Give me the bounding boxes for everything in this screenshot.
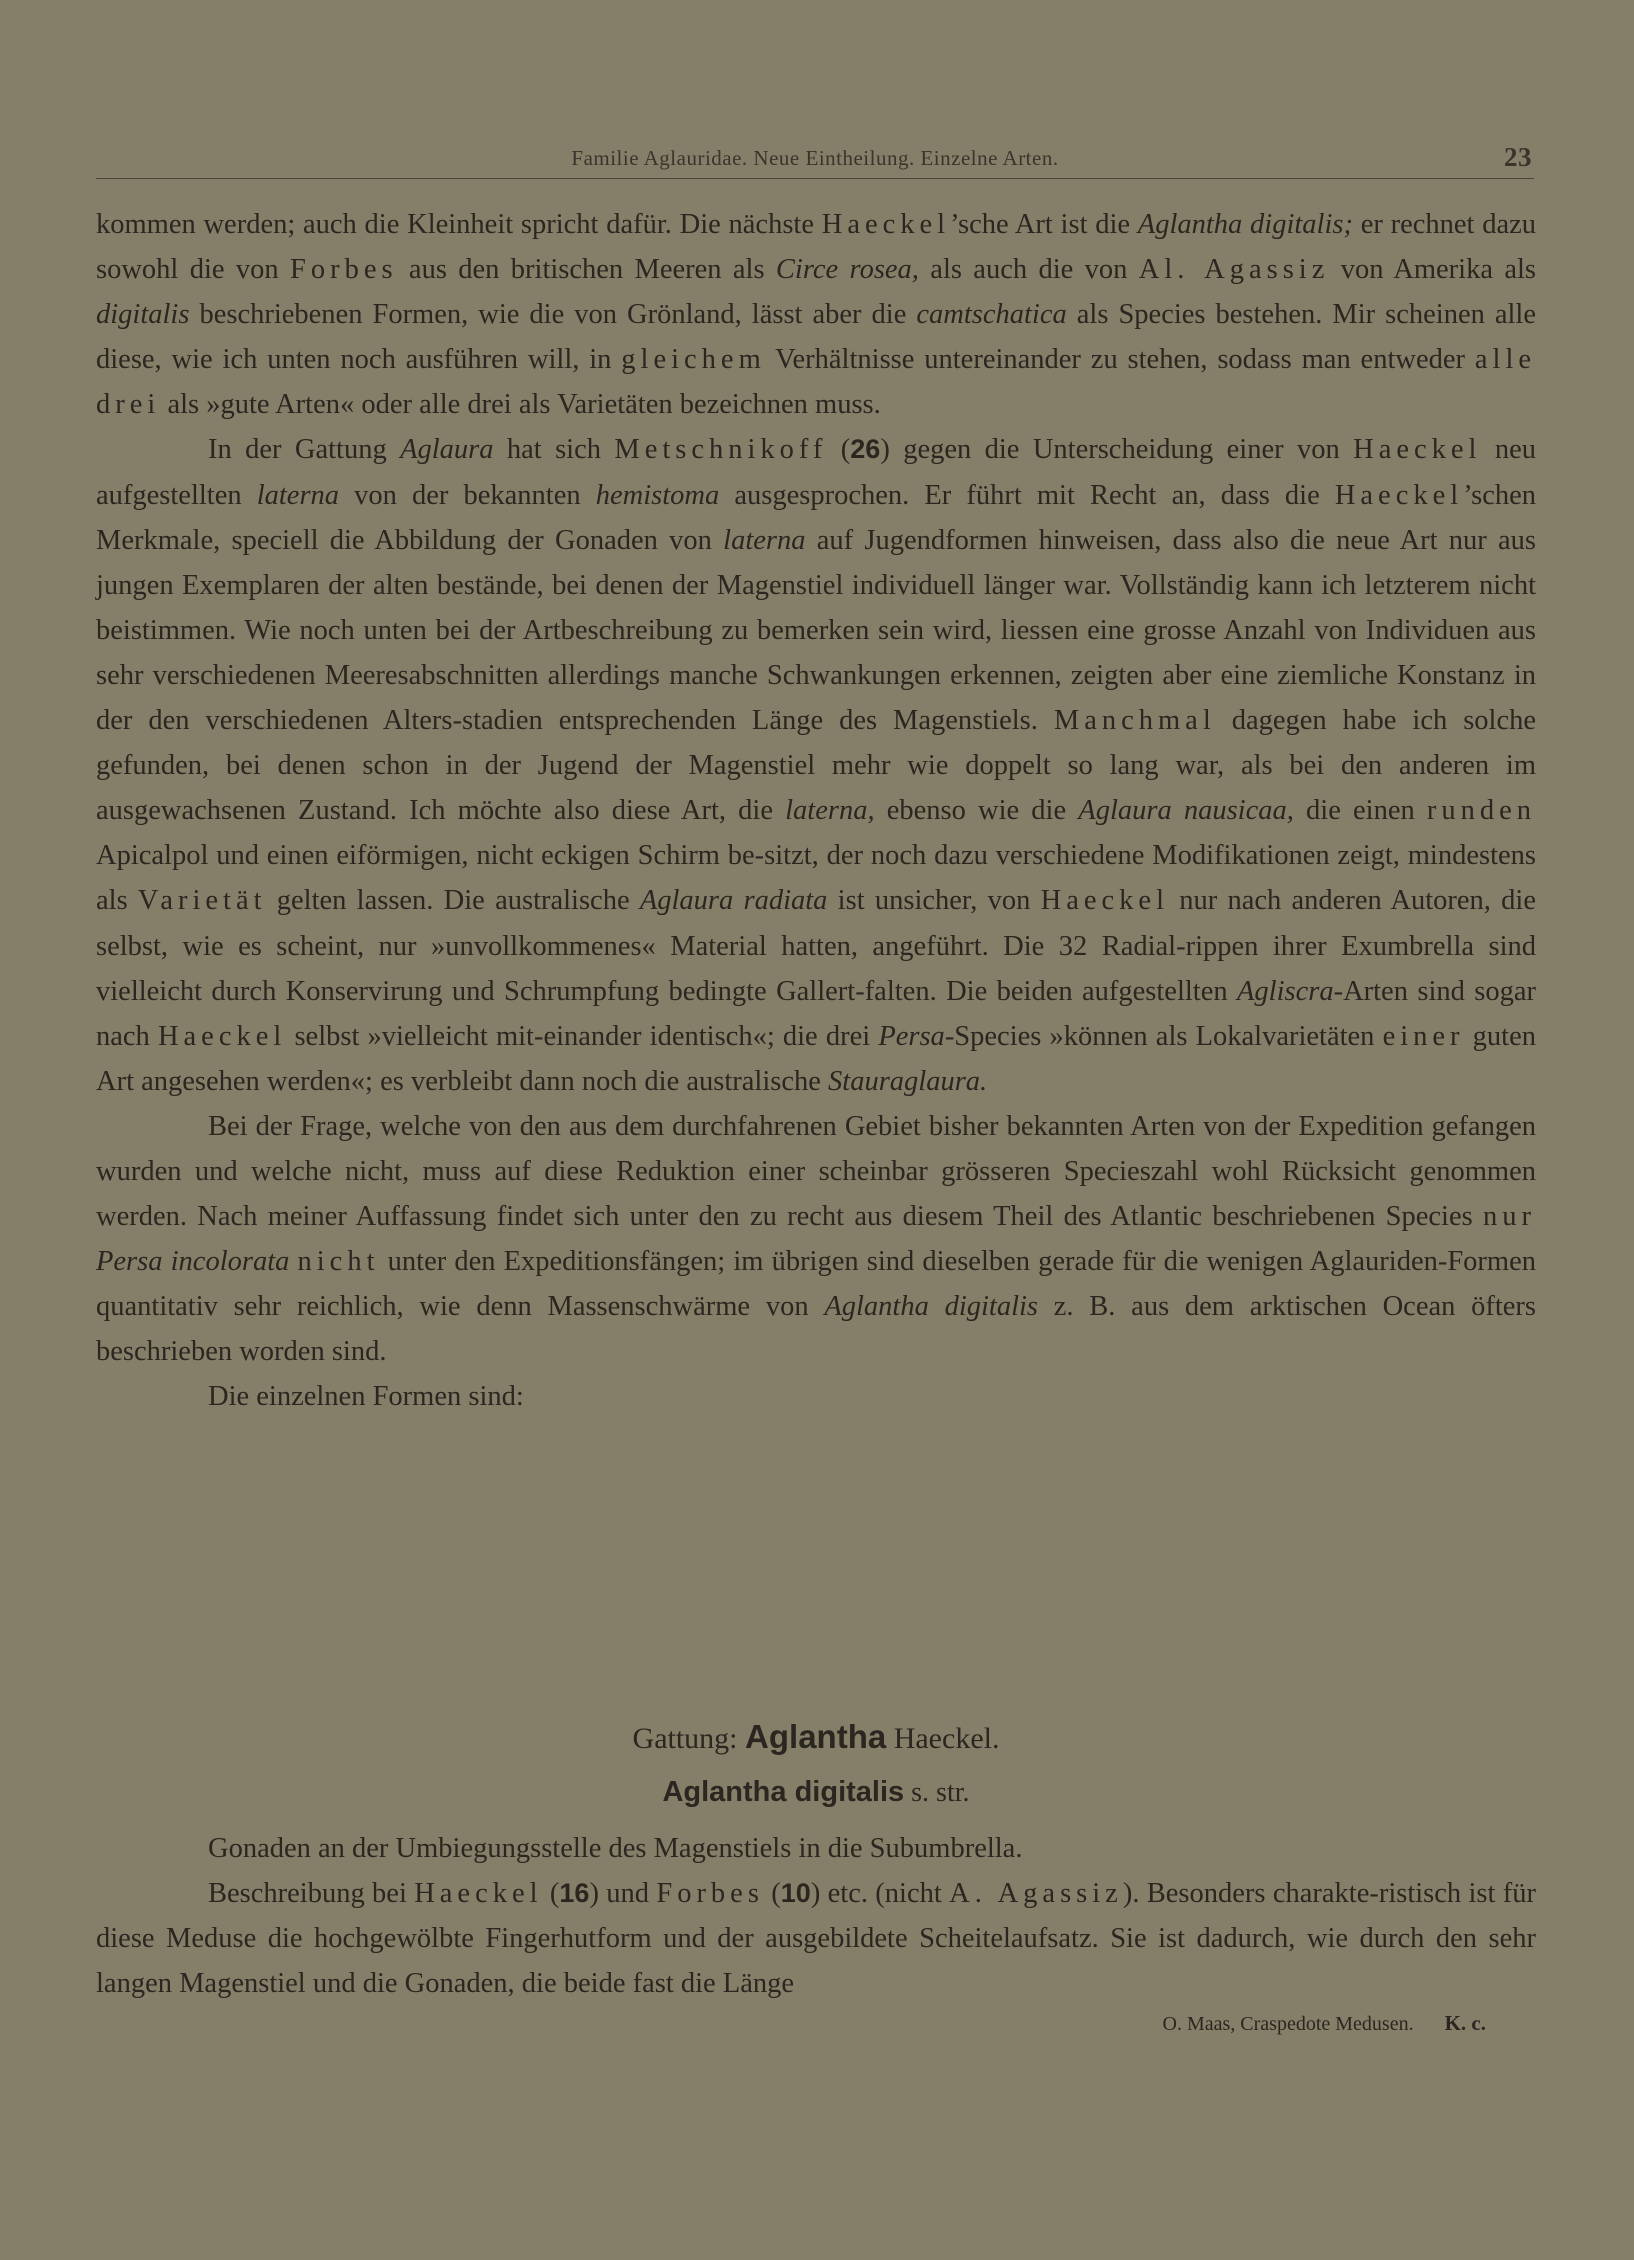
spaced-name: Haeckel bbox=[1334, 479, 1464, 511]
text-run: ’schen Merkmale, speciell die Abbildung der Gonaden von bbox=[96, 479, 1536, 556]
text-run: neu aufgestellten bbox=[96, 434, 1536, 511]
text-run: gelten lassen. Die australische bbox=[266, 885, 640, 917]
text-run: beschriebenen Formen, wie die von Grönland, lässt aber die bbox=[189, 299, 917, 331]
spaced-name: Haeckel bbox=[1040, 885, 1169, 917]
italic-term: Stauraglaura. bbox=[828, 1065, 988, 1097]
body-text bbox=[96, 202, 1536, 1420]
paragraph bbox=[96, 1374, 1536, 1419]
text-run: von der bekannten bbox=[339, 479, 596, 511]
description-paragraph bbox=[96, 1826, 1536, 1871]
species-description bbox=[96, 1826, 1536, 2006]
italic-term: Aglantha digitalis bbox=[824, 1291, 1039, 1323]
italic-term: Aglaura radiata bbox=[639, 885, 828, 917]
italic-term: camtschatica bbox=[916, 299, 1067, 331]
text-run: hat sich bbox=[493, 434, 615, 466]
spaced-name: Al. Agassiz bbox=[1138, 254, 1330, 286]
text-run: ’sche Art ist die bbox=[950, 209, 1138, 240]
spaced-name: Manchmal bbox=[1053, 705, 1216, 737]
text-run: auf Jugendformen hinweisen, dass also die neue Art nur aus jungen Exemplaren der alten bestände, bei denen der Magenstiel individuell länger war. Vollständig kann ich letzterem nicht beistimmen. Wie noch unten bei der Artbeschreibung zu bemerken sein wird, liessen eine grosse Anzahl von Individuen aus sehr verschiedenen Meeresabschnitten allerdings manche Schwankungen erkennen, zeigten aber eine ziemliche Konstanz in der den verschiedenen Alters-stadien entsprechenden Länge des Magenstiels. bbox=[96, 524, 1536, 737]
spaced-name: Haeckel bbox=[414, 1878, 543, 1909]
text-run: ) und bbox=[589, 1878, 657, 1909]
text-run: kommen werden; auch die Kleinheit spricht dafür. Die nächste bbox=[96, 209, 822, 240]
text-run: Beschreibung bei bbox=[208, 1878, 415, 1909]
spaced-name: Haeckel bbox=[157, 1020, 287, 1052]
italic-term: Circe rosea, bbox=[775, 254, 919, 286]
paragraph bbox=[96, 202, 1536, 427]
italic-term: Persa bbox=[878, 1020, 945, 1052]
text-run: nur nach anderen Autoren, die selbst, wie es scheint, nur »unvollkommenes« Material hatten, angeführt. Die 32 Radial-rippen ihrer Exumbrella sind vielleicht durch Konservirung und Schrumpfung bedingte Gallert-falten. Die beiden aufgestellten bbox=[96, 885, 1536, 1007]
signature-mark: K. c. bbox=[1444, 2011, 1486, 2035]
text-run: als Species bestehen. Mir scheinen alle diese, wie ich unten noch ausführen will, in bbox=[96, 299, 1536, 376]
text-run: guten Art angesehen werden«; es verbleibt dann noch die australische bbox=[96, 1020, 1536, 1097]
italic-term: Agliscra bbox=[1237, 975, 1334, 1007]
genus-author: Haeckel. bbox=[893, 1722, 1000, 1755]
header-rule bbox=[96, 178, 1534, 179]
text-run bbox=[289, 1246, 297, 1277]
footer-author: O. Maas, Craspedote Medusen. bbox=[1162, 2013, 1414, 2035]
spaced-name: A. Agassiz bbox=[949, 1878, 1123, 1909]
spaced-name: Forbes bbox=[289, 254, 398, 286]
italic-term: laterna, bbox=[785, 795, 875, 827]
text-run: ( bbox=[763, 1878, 781, 1909]
genus-heading bbox=[96, 1718, 1536, 1756]
description-paragraph bbox=[96, 1871, 1536, 2006]
species-name: Aglantha digitalis bbox=[662, 1776, 905, 1808]
spaced-name: einer bbox=[1382, 1020, 1465, 1052]
text-run: Verhältnisse untereinander zu stehen, sodass man entweder bbox=[765, 344, 1475, 376]
text-run: aus den britischen Meeren als bbox=[397, 254, 776, 286]
species-qualifier: s. str. bbox=[911, 1777, 970, 1808]
reference-number: 10 bbox=[780, 1878, 811, 1908]
genus-prefix: Gattung: bbox=[632, 1722, 738, 1755]
spaced-name: Metschnikoff bbox=[614, 434, 828, 466]
running-head: Familie Aglauridae. Neue Eintheilung. Einzelne Arten. bbox=[571, 146, 1059, 170]
text-run: Die einzelnen Formen sind: bbox=[208, 1381, 524, 1413]
page-footer bbox=[1163, 2011, 1486, 2036]
text-run: ). Besonders charakte-ristisch ist für diese Meduse die hochgewölbte Fingerhutform und der ausgebildete Scheitelaufsatz. Sie ist dadurch, wie durch den sehr langen Magenstiel und die Gonaden, die beide fast die Länge bbox=[96, 1878, 1536, 1999]
species-heading bbox=[96, 1776, 1536, 1809]
genus-name: Aglantha bbox=[745, 1718, 887, 1755]
text-run: In der Gattung bbox=[208, 434, 401, 466]
reference-number: 16 bbox=[559, 1878, 590, 1908]
italic-term: Aglaura nausicaa, bbox=[1078, 795, 1294, 827]
text-run: die einen bbox=[1293, 795, 1427, 827]
italic-term: hemistoma bbox=[595, 479, 720, 511]
italic-term: Persa incolorata bbox=[96, 1246, 290, 1278]
paragraph bbox=[96, 1104, 1536, 1375]
text-run: ( bbox=[542, 1878, 560, 1909]
spaced-name: Haeckel bbox=[821, 209, 951, 240]
text-run: als auch die von bbox=[918, 254, 1139, 286]
spaced-name: nicht bbox=[297, 1246, 380, 1278]
spaced-name: Haeckel bbox=[1353, 434, 1482, 466]
text-run: er rechnet dazu sowohl die von bbox=[96, 209, 1536, 286]
spaced-name: Forbes bbox=[656, 1878, 764, 1909]
page-header bbox=[96, 142, 1534, 182]
spaced-name: Varietät bbox=[137, 885, 267, 917]
italic-term: Aglaura bbox=[400, 434, 494, 466]
text-run: ausgesprochen. Er führt mit Recht an, dass die bbox=[719, 479, 1335, 511]
text-run: von Amerika als bbox=[1329, 254, 1536, 286]
text-run: als »gute Arten« oder alle drei als Varietäten bezeichnen muss. bbox=[160, 389, 881, 421]
text-run: Bei der Frage, welche von den aus dem durchfahrenen Gebiet bisher bekannten Arten von der Expedition gefangen wurden und welche nicht, muss auf diese Reduktion einer scheinbar grösseren Specieszahl wohl Rücksicht genommen werden. Nach meiner Auffassung findet sich unter den zu recht aus diesem Theil des Atlantic beschriebenen Species bbox=[96, 1110, 1536, 1233]
text-run: ist unsicher, von bbox=[827, 885, 1041, 917]
text-run: ( bbox=[827, 434, 851, 466]
italic-term: laterna bbox=[723, 524, 806, 556]
text-run: ebenso wie die bbox=[874, 795, 1079, 827]
spaced-name: gleichem bbox=[621, 344, 766, 376]
text-run: Gonaden an der Umbiegungsstelle des Magenstiels in die Subumbrella. bbox=[208, 1833, 1023, 1864]
italic-term: Aglantha digitalis; bbox=[1137, 209, 1353, 240]
reference-number: 26 bbox=[850, 434, 881, 465]
spaced-name: runden bbox=[1426, 795, 1537, 827]
italic-term: laterna bbox=[256, 479, 340, 511]
text-run: ) etc. (nicht bbox=[810, 1878, 950, 1909]
spaced-name: nur bbox=[1483, 1201, 1536, 1233]
italic-term: digitalis bbox=[96, 299, 190, 331]
text-run: selbst »vielleicht mit-einander identisch«; die drei bbox=[286, 1020, 879, 1052]
paragraph bbox=[96, 427, 1536, 1103]
text-run: dagegen habe ich solche gefunden, bei denen schon in der Jugend der Magenstiel mehr wie doppelt so lang war, als bei den anderen im ausgewachsenen Zustand. Ich möchte also diese Art, die bbox=[96, 705, 1537, 827]
text-run: unter den Expeditionsfängen; im übrigen sind dieselben gerade für die wenigen Aglauriden-Formen quantitativ sehr reichlich, wie denn Massenschwärme von bbox=[96, 1246, 1536, 1323]
spaced-name: alle drei bbox=[96, 344, 1537, 421]
text-run: Apicalpol und einen eiförmigen, nicht eckigen Schirm be-sitzt, der noch dazu verschiedene Modifikationen zeigt, mindestens als bbox=[96, 840, 1536, 917]
page-number: 23 bbox=[1504, 142, 1532, 172]
text-run: z. B. aus dem arktischen Ocean öfters beschrieben worden sind. bbox=[96, 1291, 1536, 1368]
text-run: -Arten sind sogar nach bbox=[96, 975, 1536, 1052]
text-run: ) gegen die Unterscheidung einer von bbox=[880, 434, 1354, 466]
text-run: -Species »können als Lokalvarietäten bbox=[944, 1020, 1383, 1052]
